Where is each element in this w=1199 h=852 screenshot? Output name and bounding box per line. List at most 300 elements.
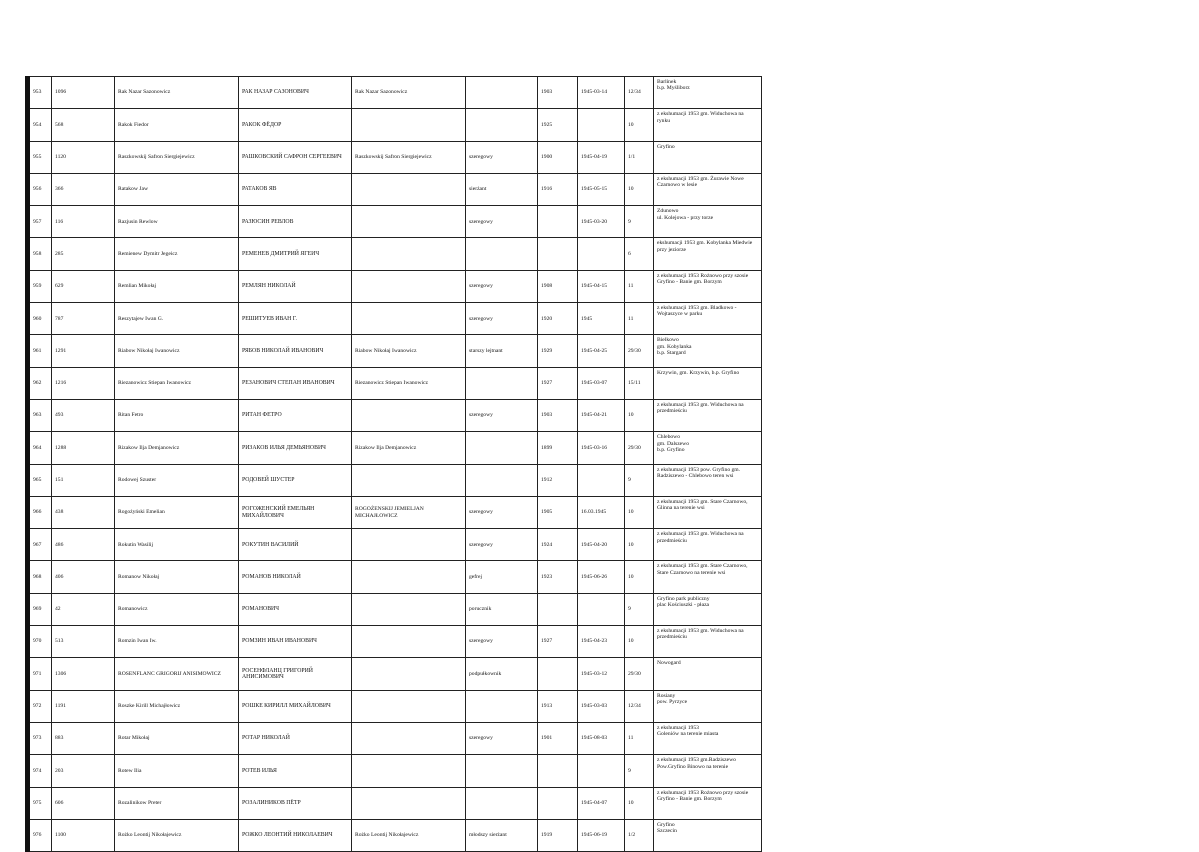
burial-register-table — [25, 76, 762, 852]
alternate-name-cell — [352, 464, 466, 496]
burial-place-cell — [654, 755, 762, 787]
alternate-name-cell — [352, 206, 466, 238]
alternate-name-cell — [352, 593, 466, 625]
table-row — [28, 367, 762, 399]
alternate-name-cell — [352, 658, 466, 690]
polish-name-cell: Razjusin Rewlow — [115, 206, 239, 238]
cyrillic-name-cell: РАШКОВСКИЙ САФРОН СЕРГЕЕВИЧ — [239, 141, 352, 173]
polish-name-cell: Rodowej Szuster — [115, 464, 239, 496]
birth-year-cell — [538, 593, 578, 625]
burial-place-cell — [654, 432, 762, 464]
burial-place-line: Krzywin, gm. Krzywin, b.p. Gryfino — [657, 369, 740, 376]
grave-number-cell: 11 — [625, 303, 654, 335]
polish-name-cell: Reszytajew Iwan G. — [115, 303, 239, 335]
burial-place-cell — [654, 658, 762, 690]
grave-number-cell: 11 — [625, 722, 654, 754]
burial-place-cell — [654, 529, 762, 561]
row-number-cell: 972 — [28, 690, 52, 722]
death-date-cell — [578, 755, 625, 787]
grave-number-cell: 10 — [625, 626, 654, 658]
death-date-cell: 1945-03-20 — [578, 206, 625, 238]
rank-cell: szeregowy — [466, 270, 538, 302]
burial-place-cell — [654, 787, 762, 819]
alternate-name-cell — [352, 755, 466, 787]
burial-place-line: ul. Kolejowa - przy torze — [657, 214, 714, 221]
record-number-cell: 203 — [52, 755, 115, 787]
polish-name-cell: Rogożyński Emelian — [115, 496, 239, 528]
table-row — [28, 432, 762, 464]
polish-name-cell: ROSENFLANC GRIGORIJ ANISIMOWICZ — [115, 658, 239, 690]
polish-name-cell: Remienew Dymitr Jegeicz — [115, 238, 239, 270]
burial-place-line: Nowogard — [657, 660, 681, 667]
cyrillic-name-cell: РОШКЕ КИРИЛЛ МИХАЙЛОВИЧ — [239, 690, 352, 722]
cyrillic-name-cell: РОКУТИН ВАСИЛИЙ — [239, 529, 352, 561]
cyrillic-name-cell: РЯБОВ НИКОЛАЙ ИВАНОВИЧ — [239, 335, 352, 367]
burial-place-line: Zdunowo — [657, 208, 679, 215]
burial-place-line: Szczecin — [657, 828, 677, 835]
polish-name-cell: Rokutin Wasilij — [115, 529, 239, 561]
burial-place-cell — [654, 335, 762, 367]
rank-cell: szeregowy — [466, 722, 538, 754]
alternate-name-cell: Rizakow Ilja Demjanowicz — [352, 432, 466, 464]
burial-place-cell — [654, 270, 762, 302]
row-number-cell: 976 — [28, 819, 52, 851]
table-row — [28, 722, 762, 754]
record-number-cell: 787 — [52, 303, 115, 335]
birth-year-cell: 1920 — [538, 303, 578, 335]
death-date-cell: 1945-04-15 — [578, 270, 625, 302]
record-number-cell: 513 — [52, 626, 115, 658]
burial-place-line: Barlinek — [657, 79, 677, 85]
row-number-cell: 975 — [28, 787, 52, 819]
burial-place-line: z ekshumacji 1953 gm. Stare Czarnowo, Stare Czarnowo na terenie wsi — [657, 563, 748, 576]
birth-year-cell: 1905 — [538, 496, 578, 528]
grave-number-cell: 29/30 — [625, 335, 654, 367]
alternate-name-cell: Raszkowskij Safron Siergiejewicz — [352, 141, 466, 173]
row-number-cell: 971 — [28, 658, 52, 690]
cyrillic-name-cell: РАТАКОВ ЯВ — [239, 173, 352, 205]
burial-place-cell — [654, 141, 762, 173]
burial-place-cell — [654, 722, 762, 754]
cyrillic-name-cell: РЕШИТУЕВ ИВАН Г. — [239, 303, 352, 335]
grave-number-cell: 9 — [625, 206, 654, 238]
birth-year-cell: 1900 — [538, 141, 578, 173]
death-date-cell: 1945-06-26 — [578, 561, 625, 593]
table-row — [28, 303, 762, 335]
table-row — [28, 755, 762, 787]
grave-number-cell: 10 — [625, 173, 654, 205]
birth-year-cell: 1919 — [538, 819, 578, 851]
alternate-name-cell — [352, 270, 466, 302]
cyrillic-name-cell: РОЖКО ЛЕОНТИЙ НИКОЛАЕВИЧ — [239, 819, 352, 851]
row-number-cell: 961 — [28, 335, 52, 367]
rank-cell: starszy lejtnant — [466, 335, 538, 367]
alternate-name-cell: Riezanowicz Stiepan Iwanowicz — [352, 367, 466, 399]
grave-number-cell: 9 — [625, 755, 654, 787]
burial-place-cell — [654, 464, 762, 496]
birth-year-cell: 1903 — [538, 399, 578, 431]
polish-name-cell: Riezanowicz Stiepan Iwanowicz — [115, 367, 239, 399]
polish-name-cell: Roszke Kirill Michajłowicz — [115, 690, 239, 722]
row-number-cell: 973 — [28, 722, 52, 754]
grave-number-cell: 1/1 — [625, 141, 654, 173]
alternate-name-cell — [352, 399, 466, 431]
table-row — [28, 464, 762, 496]
cyrillic-name-cell: РОСЕНФЛАНЦ ГРИГОРИЙ АНИСИМОВИЧ — [239, 658, 352, 690]
cyrillic-name-cell: РОМАНОВИЧ — [239, 593, 352, 625]
death-date-cell: 1945-04-20 — [578, 529, 625, 561]
rank-cell — [466, 755, 538, 787]
row-number-cell: 962 — [28, 367, 52, 399]
table-row — [28, 819, 762, 851]
death-date-cell: 16.03.1945 — [578, 496, 625, 528]
burial-place-line: z ekshumacji 1953 gm. Widuchowa na rynku — [657, 111, 744, 124]
rank-cell: młodszy sierżant — [466, 819, 538, 851]
polish-name-cell: Rakok Fiedor — [115, 109, 239, 141]
table-row — [28, 77, 762, 109]
burial-place-cell — [654, 690, 762, 722]
birth-year-cell: 1927 — [538, 367, 578, 399]
record-number-cell: 1288 — [52, 432, 115, 464]
burial-place-line: ekshumacji 1953 gm. Kobylanka Miedwie przy jeziorze — [657, 240, 753, 253]
record-number-cell: 606 — [52, 787, 115, 819]
table-row — [28, 141, 762, 173]
table-row — [28, 270, 762, 302]
birth-year-cell — [538, 755, 578, 787]
rank-cell: szeregowy — [466, 626, 538, 658]
table-row — [28, 496, 762, 528]
grave-number-cell: 11 — [625, 270, 654, 302]
polish-name-cell: Riabow Nikołaj Iwanowicz — [115, 335, 239, 367]
cyrillic-name-cell: РОТАР НИКОЛАЙ — [239, 722, 352, 754]
polish-name-cell: Rotew Ilia — [115, 755, 239, 787]
row-number-cell: 969 — [28, 593, 52, 625]
death-date-cell: 1945-04-07 — [578, 787, 625, 819]
rank-cell: szeregowy — [466, 206, 538, 238]
alternate-name-cell — [352, 529, 466, 561]
cyrillic-name-cell: РЕЗАНОВИЧ СТЕПАН ИВАНОВИЧ — [239, 367, 352, 399]
burial-place-cell — [654, 77, 762, 109]
cyrillic-name-cell: РОМЗИН ИВАН ИВАНОВИЧ — [239, 626, 352, 658]
burial-place-cell — [654, 819, 762, 851]
death-date-cell: 1945-03-07 — [578, 367, 625, 399]
birth-year-cell: 1929 — [538, 335, 578, 367]
record-number-cell: 629 — [52, 270, 115, 302]
grave-number-cell: 9 — [625, 464, 654, 496]
record-number-cell: 1291 — [52, 335, 115, 367]
burial-place-line: pow. Pyrzyce — [657, 699, 688, 706]
polish-name-cell: Romanow Nikołaj — [115, 561, 239, 593]
alternate-name-cell: Rak Nazar Sazonowicz — [352, 77, 466, 109]
birth-year-cell: 1908 — [538, 270, 578, 302]
alternate-name-cell — [352, 626, 466, 658]
alternate-name-cell — [352, 109, 466, 141]
row-number-cell: 958 — [28, 238, 52, 270]
burial-place-line: z ekshumacji 1953 gm. Stare Czarnowo, Glinna na terenie wsi — [657, 498, 748, 512]
cyrillic-name-cell: РОЗАЛИНИКОВ ПЁТР — [239, 787, 352, 819]
burial-place-line: z ekshumacji 1953 Rożnowo przy szosie Gryfino - Banie gm. Borzym — [657, 789, 749, 802]
burial-place-cell — [654, 399, 762, 431]
grave-number-cell: 29/30 — [625, 658, 654, 690]
burial-place-line: z ekshumacji 1953 gm. Żurawie Nowe Czarnowo w lesie — [657, 175, 744, 189]
grave-number-cell: 29/30 — [625, 432, 654, 464]
record-number-cell: 486 — [52, 529, 115, 561]
birth-year-cell — [538, 787, 578, 819]
grave-number-cell: 10 — [625, 399, 654, 431]
alternate-name-cell: Riabow Nikołaj Iwanowicz — [352, 335, 466, 367]
table-row — [28, 335, 762, 367]
polish-name-cell: Rożko Leontij Nikołajewicz — [115, 819, 239, 851]
grave-number-cell: 1/2 — [625, 819, 654, 851]
burial-place-cell — [654, 626, 762, 658]
grave-number-cell: 10 — [625, 529, 654, 561]
polish-name-cell: Remlian Mikołaj — [115, 270, 239, 302]
grave-number-cell: 9 — [625, 593, 654, 625]
rank-cell: szeregowy — [466, 399, 538, 431]
grave-number-cell: 15/11 — [625, 367, 654, 399]
table-row — [28, 787, 762, 819]
burial-place-line: z ekshumacji 1953 gm. Widuchowa na przedmieściu — [657, 531, 744, 544]
burial-place-cell — [654, 303, 762, 335]
table-row — [28, 561, 762, 593]
row-number-cell: 968 — [28, 561, 52, 593]
alternate-name-cell — [352, 722, 466, 754]
row-number-cell: 956 — [28, 173, 52, 205]
birth-year-cell: 1903 — [538, 77, 578, 109]
alternate-name-cell — [352, 238, 466, 270]
birth-year-cell: 1927 — [538, 626, 578, 658]
cyrillic-name-cell: РИЗАКОВ ИЛЬЯ ДЕМЬЯНОВИЧ — [239, 432, 352, 464]
record-number-cell: 493 — [52, 399, 115, 431]
burial-place-line: Rosiany — [657, 692, 676, 699]
record-number-cell: 1191 — [52, 690, 115, 722]
death-date-cell: 1945-04-19 — [578, 141, 625, 173]
birth-year-cell: 1913 — [538, 690, 578, 722]
burial-place-line: Gryfino — [657, 143, 675, 150]
row-number-cell: 953 — [28, 77, 52, 109]
death-date-cell: 1945-03-03 — [578, 690, 625, 722]
table-row — [28, 529, 762, 561]
alternate-name-cell — [352, 561, 466, 593]
death-date-cell — [578, 593, 625, 625]
polish-name-cell: Ratakow Jaw — [115, 173, 239, 205]
polish-name-cell: Raszkowskij Safron Siergiejewicz — [115, 141, 239, 173]
grave-number-cell: 10 — [625, 109, 654, 141]
cyrillic-name-cell: РЕМЕНЕВ ДМИТРИЙ ЯГЕИЧ — [239, 238, 352, 270]
record-number-cell: 366 — [52, 173, 115, 205]
grave-number-cell: 10 — [625, 787, 654, 819]
rank-cell: szeregowy — [466, 141, 538, 173]
birth-year-cell: 1899 — [538, 432, 578, 464]
rank-cell: szeregowy — [466, 496, 538, 528]
death-date-cell: 1945-04-25 — [578, 335, 625, 367]
birth-year-cell — [538, 658, 578, 690]
cyrillic-name-cell: РАК НАЗАР САЗОНОВИЧ — [239, 77, 352, 109]
burial-place-cell — [654, 109, 762, 141]
burial-place-line: z ekshumacji 1953 Rożnowo przy szosie Gryfino - Banie gm. Borzym — [657, 272, 749, 286]
death-date-cell — [578, 464, 625, 496]
table-row — [28, 658, 762, 690]
table-row — [28, 173, 762, 205]
burial-place-line: z ekshumacji 1953 gm. Widuchowa na przedmieściu — [657, 401, 744, 415]
burial-place-line: gm. Kobylanka — [657, 343, 692, 350]
rank-cell: szeregowy — [466, 529, 538, 561]
burial-place-cell — [654, 173, 762, 205]
polish-name-cell: Romanowicz — [115, 593, 239, 625]
polish-name-cell: Ritan Fetro — [115, 399, 239, 431]
record-number-cell: 1216 — [52, 367, 115, 399]
cyrillic-name-cell: РЕМЛЯН НИКОЛАЙ — [239, 270, 352, 302]
table-row — [28, 593, 762, 625]
burial-place-line: Goleniów na terenie miasta — [657, 731, 719, 738]
burial-place-line: z ekshumacji 1953 pow. Gryfino gm. Radziszewo - Chlebowo teren wsi — [657, 466, 741, 479]
burial-place-cell — [654, 238, 762, 270]
burial-place-cell — [654, 496, 762, 528]
death-date-cell: 1945-05-15 — [578, 173, 625, 205]
rank-cell — [466, 432, 538, 464]
row-number-cell: 954 — [28, 109, 52, 141]
rank-cell — [466, 77, 538, 109]
grave-number-cell: 12/34 — [625, 690, 654, 722]
table-row — [28, 626, 762, 658]
rank-cell — [466, 367, 538, 399]
grave-number-cell: 10 — [625, 561, 654, 593]
row-number-cell: 959 — [28, 270, 52, 302]
record-number-cell: 1306 — [52, 658, 115, 690]
death-date-cell: 1945-08-03 — [578, 722, 625, 754]
record-number-cell: 438 — [52, 496, 115, 528]
birth-year-cell — [538, 206, 578, 238]
burial-place-line: gm. Dalszewo — [657, 440, 690, 447]
birth-year-cell: 1923 — [538, 561, 578, 593]
polish-name-cell: Romzin Iwan Iw. — [115, 626, 239, 658]
death-date-cell — [578, 238, 625, 270]
record-number-cell: 1100 — [52, 819, 115, 851]
row-number-cell: 970 — [28, 626, 52, 658]
burial-place-line: b.p. Gryfino — [657, 447, 685, 454]
birth-year-cell — [538, 238, 578, 270]
burial-place-line: Gryfino — [657, 821, 675, 828]
grave-number-cell: 10 — [625, 496, 654, 528]
row-number-cell: 965 — [28, 464, 52, 496]
burial-register-sheet — [25, 76, 759, 852]
record-number-cell: 883 — [52, 722, 115, 754]
cyrillic-name-cell: РАЗЮСИН РЕВЛОВ — [239, 206, 352, 238]
death-date-cell: 1945 — [578, 303, 625, 335]
record-number-cell: 285 — [52, 238, 115, 270]
polish-name-cell: Rizakow Ilja Demjanowicz — [115, 432, 239, 464]
grave-number-cell: 6 — [625, 238, 654, 270]
birth-year-cell: 1924 — [538, 529, 578, 561]
death-date-cell: 1945-03-14 — [578, 77, 625, 109]
record-number-cell: 151 — [52, 464, 115, 496]
alternate-name-cell: Rożko Leontij Nikołajewicz — [352, 819, 466, 851]
burial-place-line: Bielkowo — [657, 337, 679, 344]
burial-place-line: z ekshumacji 1953 — [657, 724, 699, 731]
row-number-cell: 963 — [28, 399, 52, 431]
record-number-cell: 1120 — [52, 141, 115, 173]
rank-cell — [466, 690, 538, 722]
row-number-cell: 960 — [28, 303, 52, 335]
record-number-cell: 568 — [52, 109, 115, 141]
burial-place-line: b.p. Myśliborz — [657, 85, 690, 92]
death-date-cell — [578, 109, 625, 141]
cyrillic-name-cell: РОТЕВ ИЛЬЯ — [239, 755, 352, 787]
rank-cell: gefrej — [466, 561, 538, 593]
rank-cell: szeregowy — [466, 303, 538, 335]
polish-name-cell: Rak Nazar Sazonowicz — [115, 77, 239, 109]
cyrillic-name-cell: РИТАН ФЕТРО — [239, 399, 352, 431]
birth-year-cell: 1912 — [538, 464, 578, 496]
alternate-name-cell — [352, 303, 466, 335]
burial-place-cell — [654, 593, 762, 625]
burial-place-cell — [654, 367, 762, 399]
alternate-name-cell — [352, 787, 466, 819]
cyrillic-name-cell: РОГОЖЕНСКИЙ ЕМЕЛЬЯН МИХАЙЛОВИЧ — [239, 496, 352, 528]
death-date-cell: 1945-03-16 — [578, 432, 625, 464]
burial-place-line: Chlebowo — [657, 434, 680, 441]
table-row — [28, 109, 762, 141]
cyrillic-name-cell: РОМАНОВ НИКОЛАЙ — [239, 561, 352, 593]
burial-place-cell — [654, 206, 762, 238]
burial-place-line: z ekshumacji 1953 gm.Radziszewo Pow.Gryfino Binowo na terenie — [657, 757, 736, 770]
row-number-cell: 957 — [28, 206, 52, 238]
table-row — [28, 238, 762, 270]
burial-place-cell — [654, 561, 762, 593]
death-date-cell: 1945-04-21 — [578, 399, 625, 431]
alternate-name-cell — [352, 690, 466, 722]
record-number-cell: 116 — [52, 206, 115, 238]
row-number-cell: 974 — [28, 755, 52, 787]
table-row — [28, 206, 762, 238]
burial-place-line: plac Kościuszki - płaza — [657, 602, 710, 609]
table-row — [28, 690, 762, 722]
alternate-name-cell: ROGOŻENSKIJ JEMIELJAN MICHAJŁOWICZ — [352, 496, 466, 528]
burial-place-line: z ekshumacji 1953 gm. Bladkowo - Wojtaszyce w parku — [657, 305, 737, 318]
rank-cell: podpułkownik — [466, 658, 538, 690]
death-date-cell: 1945-06-19 — [578, 819, 625, 851]
death-date-cell: 1945-04-23 — [578, 626, 625, 658]
cyrillic-name-cell: РОДОВЕЙ ШУСТЕР — [239, 464, 352, 496]
record-number-cell: 42 — [52, 593, 115, 625]
polish-name-cell: Rotar Mikołaj — [115, 722, 239, 754]
rank-cell — [466, 109, 538, 141]
rank-cell — [466, 787, 538, 819]
rank-cell — [466, 464, 538, 496]
row-number-cell: 966 — [28, 496, 52, 528]
birth-year-cell: 1925 — [538, 109, 578, 141]
birth-year-cell: 1916 — [538, 173, 578, 205]
rank-cell: sierżant — [466, 173, 538, 205]
row-number-cell: 967 — [28, 529, 52, 561]
row-number-cell: 955 — [28, 141, 52, 173]
cyrillic-name-cell: РАКОК ФЁДОР — [239, 109, 352, 141]
burial-place-line: z ekshumacji 1953 gm. Widuchowa na przedmieściu — [657, 628, 744, 641]
birth-year-cell: 1901 — [538, 722, 578, 754]
polish-name-cell: Rozalinikow Preter — [115, 787, 239, 819]
grave-number-cell: 12/34 — [625, 77, 654, 109]
record-number-cell: 406 — [52, 561, 115, 593]
row-number-cell: 964 — [28, 432, 52, 464]
burial-place-line: Gryfino park publiczny — [657, 595, 710, 602]
death-date-cell: 1945-03-12 — [578, 658, 625, 690]
alternate-name-cell — [352, 173, 466, 205]
rank-cell — [466, 238, 538, 270]
rank-cell: porucznik — [466, 593, 538, 625]
table-row — [28, 399, 762, 431]
burial-place-line: b.p. Stargard — [657, 350, 686, 357]
record-number-cell: 1096 — [52, 77, 115, 109]
